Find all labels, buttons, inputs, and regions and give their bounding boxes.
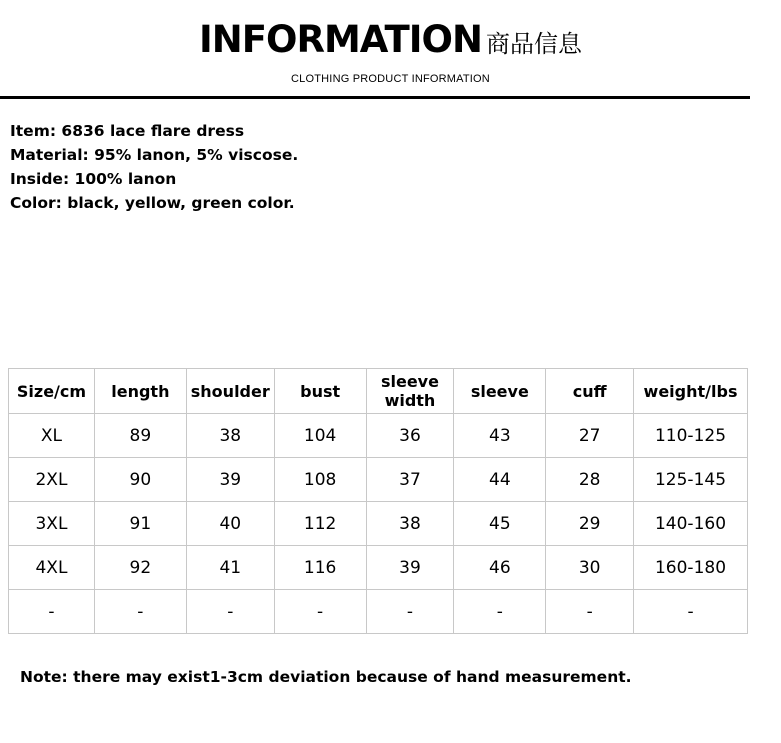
header-bust: bust xyxy=(274,369,366,414)
table-cell: 90 xyxy=(94,458,186,502)
page-title-chinese: 商品信息 xyxy=(485,30,582,58)
header-sleeve: sleeve xyxy=(454,369,546,414)
table-cell: 125-145 xyxy=(634,458,748,502)
table-cell: 37 xyxy=(366,458,454,502)
table-cell: - xyxy=(454,590,546,634)
table-cell: 110-125 xyxy=(634,414,748,458)
table-cell: 27 xyxy=(546,414,634,458)
table-cell: 36 xyxy=(366,414,454,458)
table-cell: 3XL xyxy=(9,502,95,546)
table-cell: 116 xyxy=(274,546,366,590)
table-cell: - xyxy=(634,590,748,634)
table-cell: - xyxy=(274,590,366,634)
header-shoulder: shoulder xyxy=(186,369,274,414)
info-color: Color: black, yellow, green color. xyxy=(10,194,295,212)
title-row xyxy=(0,18,781,61)
info-item: Item: 6836 lace flare dress xyxy=(10,122,245,140)
table-row xyxy=(9,590,748,634)
table-cell: 40 xyxy=(186,502,274,546)
header-size: Size/cm xyxy=(9,369,95,414)
page-subtitle: CLOTHING PRODUCT INFORMATION xyxy=(291,73,490,85)
header-weight: weight/lbs xyxy=(634,369,748,414)
size-table xyxy=(8,368,748,634)
table-row xyxy=(9,502,748,546)
header-length: length xyxy=(94,369,186,414)
product-info xyxy=(10,119,298,215)
table-cell: 43 xyxy=(454,414,546,458)
table-cell: - xyxy=(9,590,95,634)
table-cell: - xyxy=(366,590,454,634)
table-cell: 44 xyxy=(454,458,546,502)
table-cell: 39 xyxy=(186,458,274,502)
table-cell: 29 xyxy=(546,502,634,546)
header-cuff: cuff xyxy=(546,369,634,414)
footnote: Note: there may exist1-3cm deviation because of hand measurement. xyxy=(20,668,632,686)
table-cell: 28 xyxy=(546,458,634,502)
table-row xyxy=(9,546,748,590)
table-cell: 41 xyxy=(186,546,274,590)
table-row xyxy=(9,458,748,502)
table-cell: 4XL xyxy=(9,546,95,590)
table-cell: 92 xyxy=(94,546,186,590)
table-cell: 39 xyxy=(366,546,454,590)
page-header xyxy=(0,18,781,61)
table-cell: 108 xyxy=(274,458,366,502)
table-cell: 30 xyxy=(546,546,634,590)
table-cell: 38 xyxy=(186,414,274,458)
table-cell: 45 xyxy=(454,502,546,546)
table-cell: 89 xyxy=(94,414,186,458)
table-cell: 104 xyxy=(274,414,366,458)
table-cell: 160-180 xyxy=(634,546,748,590)
table-cell: - xyxy=(94,590,186,634)
table-cell: - xyxy=(186,590,274,634)
header-divider xyxy=(0,96,750,99)
table-cell: 2XL xyxy=(9,458,95,502)
table-cell: 46 xyxy=(454,546,546,590)
info-material: Material: 95% lanon, 5% viscose. xyxy=(10,146,299,164)
table-cell: 91 xyxy=(94,502,186,546)
table-cell: XL xyxy=(9,414,95,458)
table-cell: 140-160 xyxy=(634,502,748,546)
info-inside: Inside: 100% lanon xyxy=(10,170,177,188)
table-cell: 38 xyxy=(366,502,454,546)
table-row xyxy=(9,414,748,458)
table-cell: - xyxy=(546,590,634,634)
page-title: INFORMATION xyxy=(199,18,482,61)
header-sleeve-width: sleeve width xyxy=(366,369,454,414)
table-body xyxy=(9,414,748,634)
table-cell: 112 xyxy=(274,502,366,546)
table-header-row xyxy=(9,369,748,414)
